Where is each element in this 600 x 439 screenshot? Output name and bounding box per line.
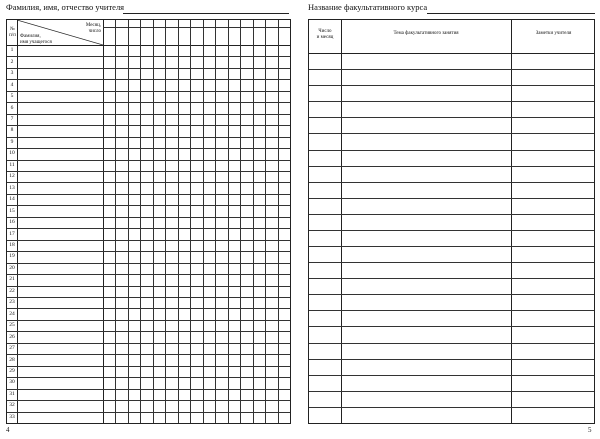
row-number: 17 [9, 230, 15, 237]
row-number: 18 [9, 241, 15, 248]
row-divider [7, 125, 290, 126]
topic-row-divider [309, 375, 594, 376]
row-number: 5 [10, 93, 14, 100]
name-column-divider [103, 20, 104, 423]
topic-column-header: Тема факультативного занятия [393, 31, 459, 36]
topic-row-divider [309, 359, 594, 360]
row-divider [7, 228, 290, 229]
topic-row-divider [309, 326, 594, 327]
row-number: 12 [9, 173, 15, 180]
date-column-header: Число и месяц [316, 29, 334, 40]
row-number: 6 [10, 104, 14, 111]
row-divider [7, 251, 290, 252]
row-divider [7, 354, 290, 355]
date-column-divider [228, 20, 229, 423]
number-column-header: № п/п [9, 27, 16, 38]
row-divider [7, 68, 290, 69]
row-divider [7, 217, 290, 218]
row-number: 2 [10, 58, 14, 65]
row-number: 1 [10, 47, 14, 54]
page-number-right: 5 [588, 426, 592, 434]
date-column-divider [265, 20, 266, 423]
row-number: 23 [9, 299, 15, 306]
topic-row-divider [309, 198, 594, 199]
index-column-divider [17, 20, 18, 423]
row-divider [7, 377, 290, 378]
right-page [303, 0, 600, 439]
row-divider [7, 148, 290, 149]
row-number: 14 [9, 196, 15, 203]
topic-row-divider [309, 101, 594, 102]
header-divider [7, 45, 290, 46]
teacher-name-label: Фамилия, имя, отчество учителя [6, 2, 125, 12]
month-row-divider [103, 27, 290, 28]
topic-row-divider [309, 85, 594, 86]
row-divider [7, 240, 290, 241]
row-number: 13 [9, 184, 15, 191]
row-number: 30 [9, 379, 15, 386]
date-column-divider [128, 20, 129, 423]
row-divider [7, 400, 290, 401]
row-number: 15 [9, 207, 15, 214]
row-number: 22 [9, 287, 15, 294]
date-column-divider [115, 20, 116, 423]
row-divider [7, 308, 290, 309]
topic-row-divider [309, 278, 594, 279]
row-number: 33 [9, 413, 15, 420]
row-divider [7, 263, 290, 264]
date-column-divider [215, 20, 216, 423]
date-column-divider [341, 20, 342, 423]
row-divider [7, 286, 290, 287]
row-divider [7, 297, 290, 298]
row-divider [7, 56, 290, 57]
date-column-divider [253, 20, 254, 423]
row-number: 11 [9, 161, 15, 168]
topic-row-divider [309, 166, 594, 167]
topic-row-divider [309, 150, 594, 151]
topic-row-divider [309, 262, 594, 263]
date-column-divider [190, 20, 191, 423]
topic-row-divider [309, 391, 594, 392]
topic-row-divider [309, 214, 594, 215]
row-number: 3 [10, 70, 14, 77]
row-number: 24 [9, 310, 15, 317]
topic-column-divider [511, 20, 512, 423]
left-page [0, 0, 297, 439]
date-column-divider [140, 20, 141, 423]
row-divider [7, 102, 290, 103]
row-number: 25 [9, 322, 15, 329]
topic-row-divider [309, 343, 594, 344]
row-number: 9 [10, 138, 14, 145]
month-date-header: Месяц, число [85, 23, 101, 34]
notes-column-header: Заметки учителя [535, 31, 572, 36]
row-number: 27 [9, 345, 15, 352]
date-column-divider [240, 20, 241, 423]
row-divider [7, 137, 290, 138]
date-column-divider [153, 20, 154, 423]
row-number: 20 [9, 264, 15, 271]
date-column-divider [178, 20, 179, 423]
topic-row-divider [309, 246, 594, 247]
row-divider [7, 182, 290, 183]
teacher-name-field[interactable] [123, 13, 289, 14]
topics-header-divider [309, 53, 594, 54]
row-number: 16 [9, 219, 15, 226]
row-divider [7, 366, 290, 367]
row-divider [7, 171, 290, 172]
student-name-header: Фамилия, имя учащегося [20, 34, 52, 45]
row-divider [7, 91, 290, 92]
row-divider [7, 194, 290, 195]
row-divider [7, 205, 290, 206]
topic-row-divider [309, 69, 594, 70]
row-divider [7, 160, 290, 161]
row-divider [7, 331, 290, 332]
topics-table [308, 19, 595, 424]
row-number: 28 [9, 356, 15, 363]
attendance-table [6, 19, 291, 424]
course-name-label: Название факультативного курса [308, 2, 428, 12]
topic-row-divider [309, 133, 594, 134]
date-column-divider [203, 20, 204, 423]
topic-row-divider [309, 407, 594, 408]
row-divider [7, 114, 290, 115]
row-divider [7, 274, 290, 275]
page-number-left: 4 [6, 426, 10, 434]
course-name-field[interactable] [427, 13, 595, 14]
row-number: 21 [9, 276, 15, 283]
date-column-divider [278, 20, 279, 423]
row-number: 19 [9, 253, 15, 260]
row-number: 32 [9, 402, 15, 409]
row-divider [7, 320, 290, 321]
topic-row-divider [309, 182, 594, 183]
date-column-divider [165, 20, 166, 423]
row-number: 4 [10, 81, 14, 88]
row-number: 10 [9, 150, 15, 157]
row-number: 31 [9, 390, 15, 397]
row-number: 8 [10, 127, 14, 134]
row-divider [7, 79, 290, 80]
topic-row-divider [309, 230, 594, 231]
topic-row-divider [309, 294, 594, 295]
row-divider [7, 389, 290, 390]
row-number: 29 [9, 367, 15, 374]
topic-row-divider [309, 310, 594, 311]
row-divider [7, 343, 290, 344]
row-divider [7, 412, 290, 413]
topic-row-divider [309, 117, 594, 118]
row-number: 26 [9, 333, 15, 340]
row-number: 7 [10, 115, 14, 122]
